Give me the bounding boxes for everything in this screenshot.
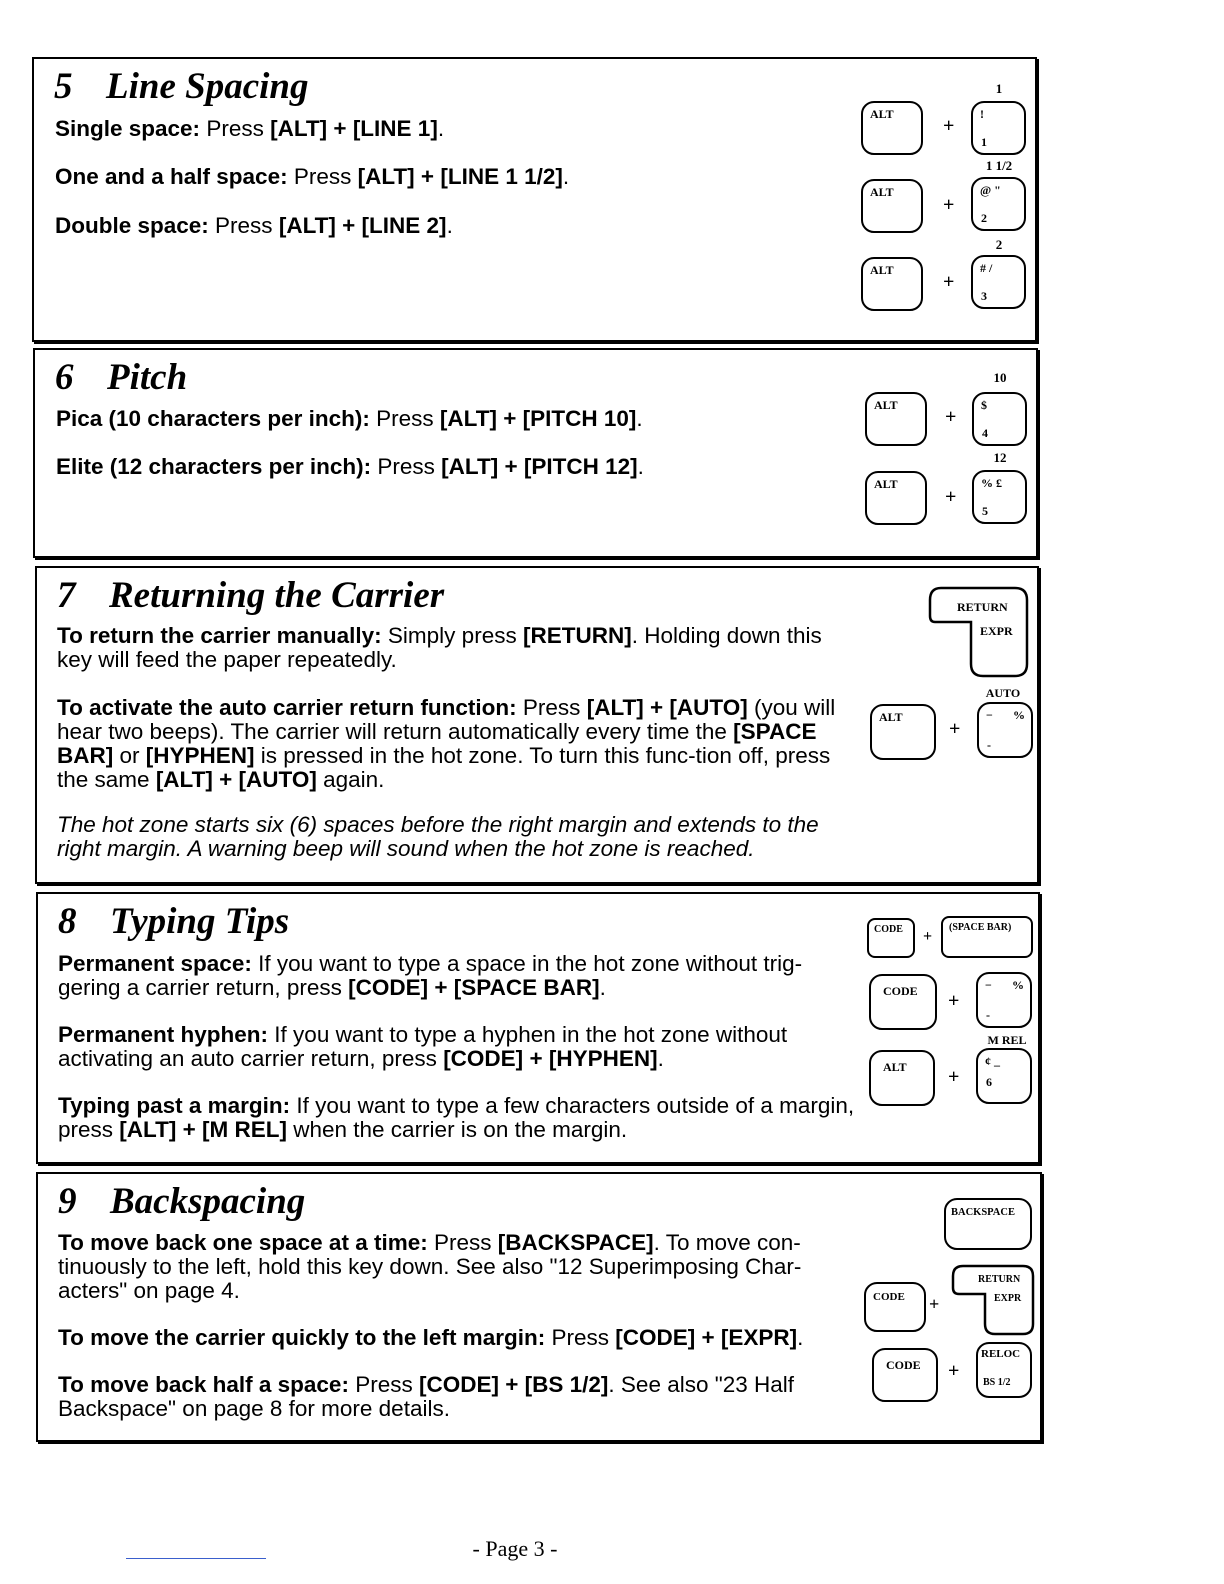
reloc-bs-half-key: RELOC BS 1/2: [976, 1342, 1032, 1398]
plus-sign: +: [948, 1066, 960, 1088]
code-key: CODE: [872, 1348, 938, 1402]
hyphen-key: − % -: [976, 972, 1032, 1028]
line-1-key: ! 1: [971, 101, 1026, 155]
section-typing-tips: [36, 892, 1040, 1164]
expr-key-label: EXPR: [994, 1293, 1022, 1304]
return-key-label: RETURN: [957, 600, 1008, 614]
key-caption-pitch-10: 10: [993, 370, 1007, 385]
auto-key: − % -: [977, 702, 1033, 758]
pitch-12-key: % £ 5: [972, 470, 1027, 524]
plus-sign: +: [949, 718, 961, 740]
m-rel-key: ¢ _ 6: [976, 1048, 1032, 1104]
alt-key: ALT: [861, 257, 923, 311]
return-key-label: RETURN: [978, 1274, 1021, 1285]
section-title: 9 Backspacing: [58, 1181, 306, 1222]
section-pitch: [33, 348, 1038, 558]
key-caption-line-2: 2: [995, 237, 1003, 252]
paragraph-single-space: Single space: Press [ALT] + [LINE 1].: [55, 116, 445, 141]
plus-sign: +: [945, 406, 957, 428]
paragraph-typing-past-margin: Typing past a margin: If you want to type a few characters outside of a margin, press [ALT] + [M REL] when the carrier is on the margin.: [58, 1093, 855, 1142]
paragraph-one-half-space: One and a half space: Press [ALT] + [LINE 1 1/2].: [55, 164, 570, 189]
paragraph-back-one-space: To move back one space at a time: Press [BACKSPACE]. To move con-tinuously to the left, hold this key down. See also "12 Superimposing Char-acters" on page 4.: [58, 1230, 802, 1303]
paragraph-double-space: Double space: Press [ALT] + [LINE 2].: [55, 213, 453, 238]
code-key: CODE: [869, 974, 937, 1030]
plus-sign: +: [943, 271, 955, 293]
key-caption-line-1: 1: [995, 81, 1003, 96]
section-line-spacing: [32, 57, 1037, 342]
plus-sign: +: [948, 1360, 960, 1382]
plus-sign: +: [945, 486, 957, 508]
line-1-half-key: @ " 2: [971, 177, 1026, 231]
key-caption-line-1-half: 1 1/2: [985, 158, 1013, 173]
plus-sign: +: [948, 990, 960, 1012]
plus-sign: +: [929, 1294, 940, 1314]
paragraph-elite: Elite (12 characters per inch): Press [ALT] + [PITCH 12].: [56, 454, 644, 479]
key-caption-m-rel: M REL: [987, 1033, 1027, 1047]
alt-key: ALT: [870, 704, 936, 760]
section-returning-the-carrier: [35, 566, 1039, 884]
paragraph-auto-carrier-return: To activate the auto carrier return function: Press [ALT] + [AUTO] (you will hear two beeps). The carrier will return automatically every time the [SPACE BAR] or [HYPHEN] is pressed in the hot zone. To turn this func-tion off, press the same [ALT] + [AUTO] again.: [57, 695, 836, 792]
alt-key: ALT: [861, 101, 923, 155]
paragraph-permanent-space: Permanent space: If you want to type a space in the hot zone without trig-gering a carrier return, press [CODE] + [SPACE BAR].: [58, 951, 803, 1000]
plus-sign: +: [943, 194, 955, 216]
alt-key: ALT: [865, 471, 927, 525]
plus-sign: +: [943, 115, 955, 137]
paragraph-permanent-hyphen: Permanent hyphen: If you want to type a hyphen in the hot zone without activating an auto carrier return, press [CODE] + [HYPHEN].: [58, 1022, 788, 1071]
paragraph-left-margin: To move the carrier quickly to the left margin: Press [CODE] + [EXPR].: [58, 1325, 804, 1350]
pitch-10-key: $ 4: [972, 392, 1027, 446]
section-title: 6 Pitch: [55, 357, 188, 398]
page-number: - Page 3 -: [472, 1536, 558, 1561]
paragraph-half-space: To move back half a space: Press [CODE] + [BS 1/2]. See also "23 Half Backspace" on page 8 for more details.: [58, 1372, 795, 1421]
paragraph-return-manually: To return the carrier manually: Simply press [RETURN]. Holding down this key will feed the paper repeatedly.: [57, 623, 822, 672]
key-caption-pitch-12: 12: [993, 450, 1007, 465]
alt-key: ALT: [869, 1050, 935, 1106]
expr-key-label: EXPR: [980, 624, 1013, 638]
code-key: CODE: [864, 1282, 926, 1332]
section-title: 5 Line Spacing: [54, 66, 309, 107]
alt-key: ALT: [861, 179, 923, 233]
section-title: 7 Returning the Carrier: [57, 575, 445, 616]
plus-sign: +: [923, 928, 933, 945]
section-backspacing: [36, 1172, 1042, 1442]
space-bar-key: (SPACE BAR): [941, 916, 1033, 958]
key-caption-auto: AUTO: [985, 686, 1021, 700]
alt-key: ALT: [865, 392, 927, 446]
code-key: CODE: [867, 918, 915, 958]
footer-rule: [126, 1558, 266, 1559]
backspace-key: BACKSPACE: [944, 1198, 1032, 1250]
section-title: 8 Typing Tips: [58, 901, 290, 942]
paragraph-hot-zone-note: The hot zone starts six (6) spaces before the right margin and extends to the right margin. A warning beep will sound when the hot zone is reached.: [57, 812, 819, 861]
paragraph-pica: Pica (10 characters per inch): Press [ALT] + [PITCH 10].: [56, 406, 643, 431]
line-2-key: # / 3: [971, 255, 1026, 309]
